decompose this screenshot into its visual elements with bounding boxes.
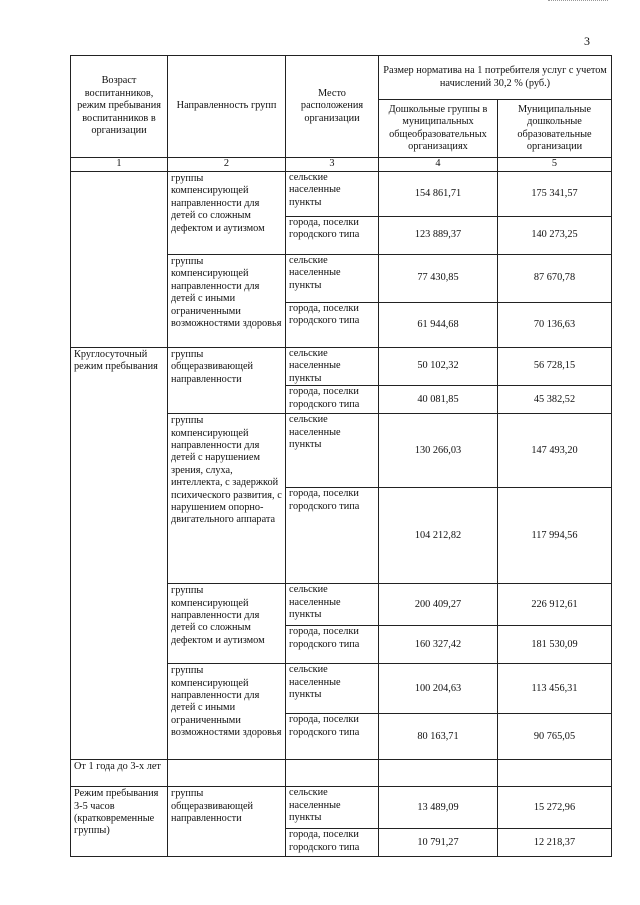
page-number: 3 [584,34,590,48]
place-urban: города, поселки городского типа [286,303,379,348]
value-preschool-groups: 50 102,32 [379,348,498,386]
place-rural: сельские населенные пункты [286,348,379,386]
header-col3: Место расположения организации [286,56,379,158]
place-urban: города, поселки городского типа [286,488,379,584]
col-number-1: 1 [71,158,168,172]
header-col5: Муниципальные дошкольные образовательные организации [498,100,612,158]
value-preschool-org: 140 273,25 [498,217,612,255]
value-preschool-groups: 200 409,27 [379,584,498,626]
group-other: группы компенсирующей направленности для детей с иными ограниченными возможностями здоровья [168,664,286,760]
header-col1: Возраст воспитанников, режим пребывания воспитанников в организации [71,56,168,158]
group-complex: группы компенсирующей направленности для детей со сложным дефектом и аутизмом [168,172,286,255]
place-rural: сельские населенные пункты [286,664,379,714]
value-preschool-org: 147 493,20 [498,414,612,488]
group-other: группы компенсирующей направленности для детей с иными ограниченными возможностями здоровья [168,255,286,348]
empty-cell [168,760,286,787]
value-preschool-org: 12 218,37 [498,829,612,857]
value-preschool-groups: 10 791,27 [379,829,498,857]
value-preschool-org: 175 341,57 [498,172,612,217]
mode-round-clock: Круглосуточный режим пребывания [71,348,168,760]
value-preschool-groups: 61 944,68 [379,303,498,348]
value-preschool-groups: 154 861,71 [379,172,498,217]
col-number-4: 4 [379,158,498,172]
header-col4: Дошкольные группы в муниципальных общеобразовательных организациях [379,100,498,158]
col-number-2: 2 [168,158,286,172]
mode-age-1-3: От 1 года до 3-х лет [71,760,168,787]
value-preschool-org: 113 456,31 [498,664,612,714]
place-rural: сельские населенные пункты [286,414,379,488]
mode-cell-empty [71,172,168,348]
value-preschool-groups: 80 163,71 [379,714,498,760]
place-urban: города, поселки городского типа [286,626,379,664]
norms-table [70,55,612,857]
corner-mark [548,0,608,5]
value-preschool-groups: 77 430,85 [379,255,498,303]
value-preschool-org: 181 530,09 [498,626,612,664]
value-preschool-org: 70 136,63 [498,303,612,348]
place-urban: города, поселки городского типа [286,217,379,255]
place-rural: сельские населенные пункты [286,584,379,626]
group-general: группы общеразвивающей направленности [168,348,286,414]
value-preschool-org: 117 994,56 [498,488,612,584]
group-general: группы общеразвивающей направленности [168,787,286,857]
mode-short-stay: Режим пребывания 3-5 часов (кратковременные группы) [71,787,168,857]
value-preschool-org: 87 670,78 [498,255,612,303]
value-preschool-groups: 160 327,42 [379,626,498,664]
place-urban: города, поселки городского типа [286,714,379,760]
value-preschool-groups: 104 212,82 [379,488,498,584]
value-preschool-org: 226 912,61 [498,584,612,626]
place-urban: города, поселки городского типа [286,829,379,857]
value-preschool-groups: 100 204,63 [379,664,498,714]
col-number-5: 5 [498,158,612,172]
place-rural: сельские населенные пункты [286,787,379,829]
group-complex: группы компенсирующей направленности для детей со сложным дефектом и аутизмом [168,584,286,664]
group-sensory: группы компенсирующей направленности для детей с нарушением зрения, слуха, интеллекта, с задержкой психического развития, с нарушением опорно-двигательного аппарата [168,414,286,584]
header-size-group: Размер норматива на 1 потребителя услуг с учетом начислений 30,2 % (руб.) [379,56,612,100]
value-preschool-org: 56 728,15 [498,348,612,386]
value-preschool-groups: 123 889,37 [379,217,498,255]
value-preschool-groups: 13 489,09 [379,787,498,829]
value-preschool-groups: 130 266,03 [379,414,498,488]
header-col2: Направленность групп [168,56,286,158]
empty-cell [379,760,498,787]
value-preschool-org: 15 272,96 [498,787,612,829]
empty-cell [286,760,379,787]
value-preschool-org: 90 765,05 [498,714,612,760]
place-urban: города, поселки городского типа [286,386,379,414]
col-number-3: 3 [286,158,379,172]
place-rural: сельские населенные пункты [286,255,379,303]
place-rural: сельские населенные пункты [286,172,379,217]
value-preschool-groups: 40 081,85 [379,386,498,414]
empty-cell [498,760,612,787]
value-preschool-org: 45 382,52 [498,386,612,414]
